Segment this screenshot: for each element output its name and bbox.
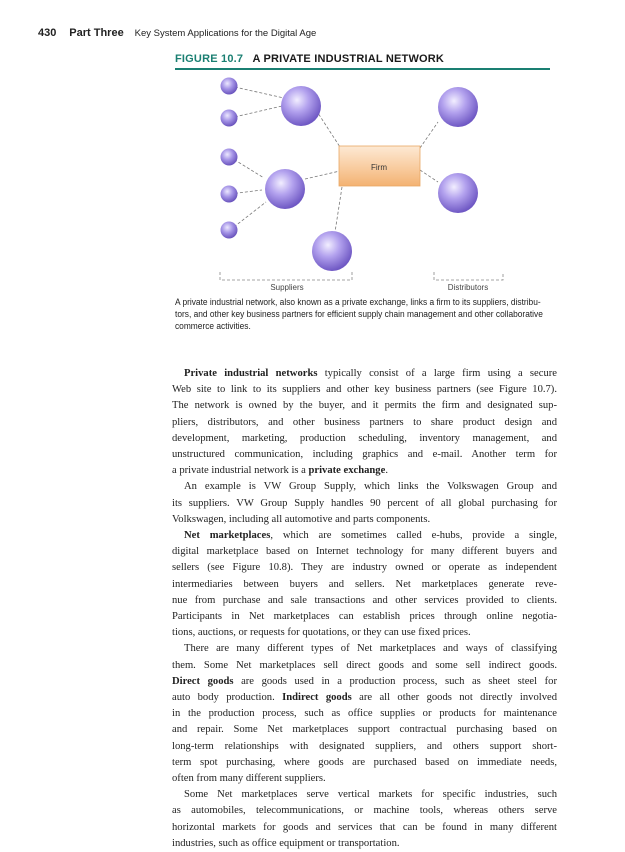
supplier-node-small [221, 222, 238, 239]
distributor-node [438, 87, 478, 127]
text-line: unstructured communication, including graphics and e-mail. Another term for [172, 449, 557, 461]
body-text [172, 366, 557, 852]
text-line: Volkswagen, including all automotive and parts components. [172, 513, 431, 525]
connector-line [305, 171, 340, 179]
text-line: term spot purchasing, where goods are purchased based on immediate needs, [172, 756, 557, 768]
supplier-node-large [281, 86, 321, 126]
network-diagram [0, 0, 625, 295]
text-line: Web site to link to its suppliers and other key business partners (see Figure 10.7). [172, 384, 557, 396]
text-line: There are many different types of Net marketplaces and ways of classifying [184, 643, 557, 655]
text-line: development, marketing, production scheduling, inventory management, and [172, 432, 557, 444]
text-line: An example is VW Group Supply, which links the Volkswagen Group and [184, 481, 557, 493]
connector-line [316, 110, 340, 147]
part-label: Part Three [69, 27, 124, 39]
group-brackets [220, 272, 503, 280]
connector-line [230, 86, 284, 98]
text-line: Private industrial networks typically consist of a large firm using a secure [184, 368, 557, 379]
connector-line [230, 106, 282, 118]
distributor-node [438, 173, 478, 213]
figure-caption [175, 296, 543, 332]
text-line: long-term relationships with designated suppliers, and others support short- [172, 740, 557, 752]
caption-line: commerce activities. [175, 321, 251, 331]
supplier-node-large [265, 169, 305, 209]
text-line: often from many different suppliers. [172, 773, 326, 785]
caption-line: A private industrial network, also known as a private exchange, links a firm to its suppliers, distribu- [175, 297, 541, 307]
connector-line [420, 122, 438, 148]
text-line: Participants in Net marketplaces can establish prices through online negotia- [172, 611, 557, 623]
text-line: as automobiles, telecommunications, or machine tools, whereas others serve [172, 805, 557, 817]
text-line: auto body production. Indirect goods are all other goods not directly involved [172, 692, 557, 704]
text-line: tions, auctions, or requests for quotations, or they can use fixed prices. [172, 627, 471, 639]
text-line: sellers (see Figure 10.8). They are industry owned or operate as independent [172, 562, 557, 574]
supplier-node-large [312, 231, 352, 271]
suppliers-bracket [220, 272, 352, 280]
text-line: a private industrial network is a private exchange. [172, 465, 388, 477]
connector-line [420, 170, 438, 182]
term-direct-goods: Direct goods [172, 675, 234, 687]
suppliers-label: Suppliers [270, 283, 304, 292]
term-private-industrial-networks: Private industrial networks [184, 368, 318, 379]
text-line: nue from purchase and sale transactions and other services provided to clients. [172, 594, 557, 606]
text-line: Direct goods are goods used in a production process, such as sheet steel for [172, 675, 557, 687]
term-indirect-goods: Indirect goods [282, 692, 352, 704]
text-line: digital marketplace based on Internet technology for many different buyers and [172, 546, 557, 558]
text-line: pliers, distributors, and other business partners to share product design and [172, 416, 557, 428]
text-line: and repair. Some Net marketplaces support contractual purchasing based on [172, 724, 557, 736]
supplier-node-small [221, 149, 238, 166]
text-line: its suppliers. VW Group Supply handles 90 percent of all global purchasing for [172, 497, 557, 509]
supplier-node-small [221, 186, 238, 203]
text-line: industries, such as office equipment or transportation. [172, 837, 400, 849]
text-line: Net marketplaces, which are sometimes called e-hubs, provide a single, [184, 530, 557, 542]
term-net-marketplaces: Net marketplaces [184, 530, 271, 542]
figure-title-text: A PRIVATE INDUSTRIAL NETWORK [252, 53, 445, 65]
term-private-exchange: private exchange [308, 465, 386, 477]
distributors-bracket [434, 272, 503, 280]
supplier-node-small [221, 78, 238, 95]
firm-label: Firm [371, 163, 387, 172]
text-line: The network is owned by the buyer, and it permits the firm and designated sup- [172, 400, 557, 412]
caption-line: tors, and other key business partners for efficient supply chain management and other collaborative [175, 309, 543, 319]
supplier-node-small [221, 110, 238, 127]
chapter-title: Key System Applications for the Digital Age [134, 28, 317, 39]
figure-number: FIGURE 10.7 [175, 53, 244, 65]
distributors-label: Distributors [447, 283, 489, 292]
text-line: in the production process, such as office supplies or products for maintenance [172, 708, 557, 720]
text-line: Some Net marketplaces serve vertical markets for specific industries, such [184, 789, 557, 801]
page-number: 430 [38, 27, 57, 39]
text-line: horizontal markets for goods and services that can be found in many different [172, 821, 557, 833]
text-line: intermediaries between buyers and sellers. Net marketplaces generate reve- [172, 578, 557, 590]
text-line: them. Some Net marketplaces sell direct goods and some sell indirect goods. [172, 659, 557, 671]
connector-line [335, 187, 342, 232]
